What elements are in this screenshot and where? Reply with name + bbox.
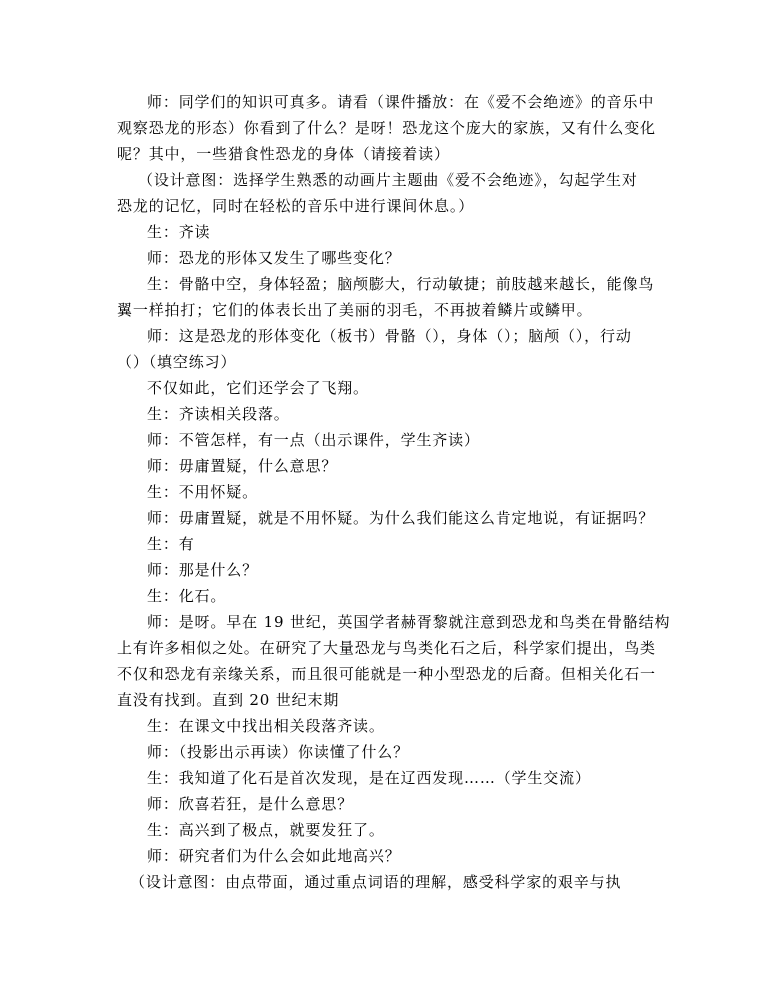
text-line: 师：是呀。早在 19 世纪，英国学者赫胥黎就注意到恐龙和鸟类在骨骼结构 [147, 613, 671, 631]
design-note-line: （设计意图：选择学生熟悉的动画片主题曲《爱不会绝迹》，勾起学生对 [138, 171, 638, 189]
text-line: 生：高兴到了极点，就要发狂了。 [147, 821, 385, 839]
text-line: 生：齐读相关段落。 [147, 405, 290, 423]
text-line: 不仅和恐龙有亲缘关系，而且很可能就是一种小型恐龙的后裔。但相关化石一 [117, 665, 656, 683]
text-line: 生：化石。 [147, 587, 227, 605]
design-note-line: 恐龙的记忆，同时在轻松的音乐中进行课间休息。） [117, 197, 475, 215]
text-line: 师：这是恐龙的形体变化（板书）骨骼（），身体（）；脑颅（），行动 [147, 327, 632, 345]
text-line: 师：那是什么？ [147, 561, 258, 579]
text-line: 生：骨骼中空，身体轻盈；脑颅膨大，行动敏捷；前肢越来越长，能像鸟 [147, 275, 655, 293]
text-line: 师：不管怎样，有一点（出示课件，学生齐读） [147, 431, 480, 449]
text-line: 呢？其中，一些猎食性恐龙的身体（请接着读） [117, 145, 450, 163]
text-line: 师：恐龙的形体又发生了哪些变化？ [147, 249, 401, 267]
text-line: 上有许多相似之处。在研究了大量恐龙与鸟类化石之后，科学家们提出，鸟类 [117, 639, 656, 657]
text-line: 师：（投影出示再读）你读懂了什么？ [147, 743, 409, 761]
text-line: 直没有找到。直到 20 世纪末期 [117, 691, 340, 709]
text-line: 师：毋庸置疑，就是不用怀疑。为什么我们能这么肯定地说，有证据吗？ [147, 509, 655, 527]
text-line: 生：不用怀疑。 [147, 483, 258, 501]
design-note-line: （设计意图：由点带面，通过重点词语的理解，感受科学家的艰辛与执 [130, 873, 622, 891]
text-line: （）（填空练习） [117, 353, 237, 371]
text-line: 翼一样拍打；它们的体表长出了美丽的羽毛，不再披着鳞片或鳞甲。 [117, 301, 593, 319]
text-line: 不仅如此，它们还学会了飞翔。 [147, 379, 369, 397]
text-line: 生：齐读 [147, 223, 211, 241]
text-line: 师：同学们的知识可真多。请看（课件播放：在《爱不会绝迹》的音乐中 [147, 93, 655, 111]
text-line: 生：我知道了化石是首次发现，是在辽西发现……（学生交流） [147, 769, 591, 787]
text-line: 师：毋庸置疑，什么意思？ [147, 457, 338, 475]
text-line: 生：有 [147, 535, 195, 553]
text-line: 生：在课文中找出相关段落齐读。 [147, 717, 385, 735]
text-line: 观察恐龙的形态）你看到了什么？是呀！恐龙这个庞大的家族，又有什么变化 [117, 119, 656, 137]
text-line: 师：欣喜若狂，是什么意思？ [147, 795, 354, 813]
text-line: 师：研究者们为什么会如此地高兴？ [147, 847, 401, 865]
